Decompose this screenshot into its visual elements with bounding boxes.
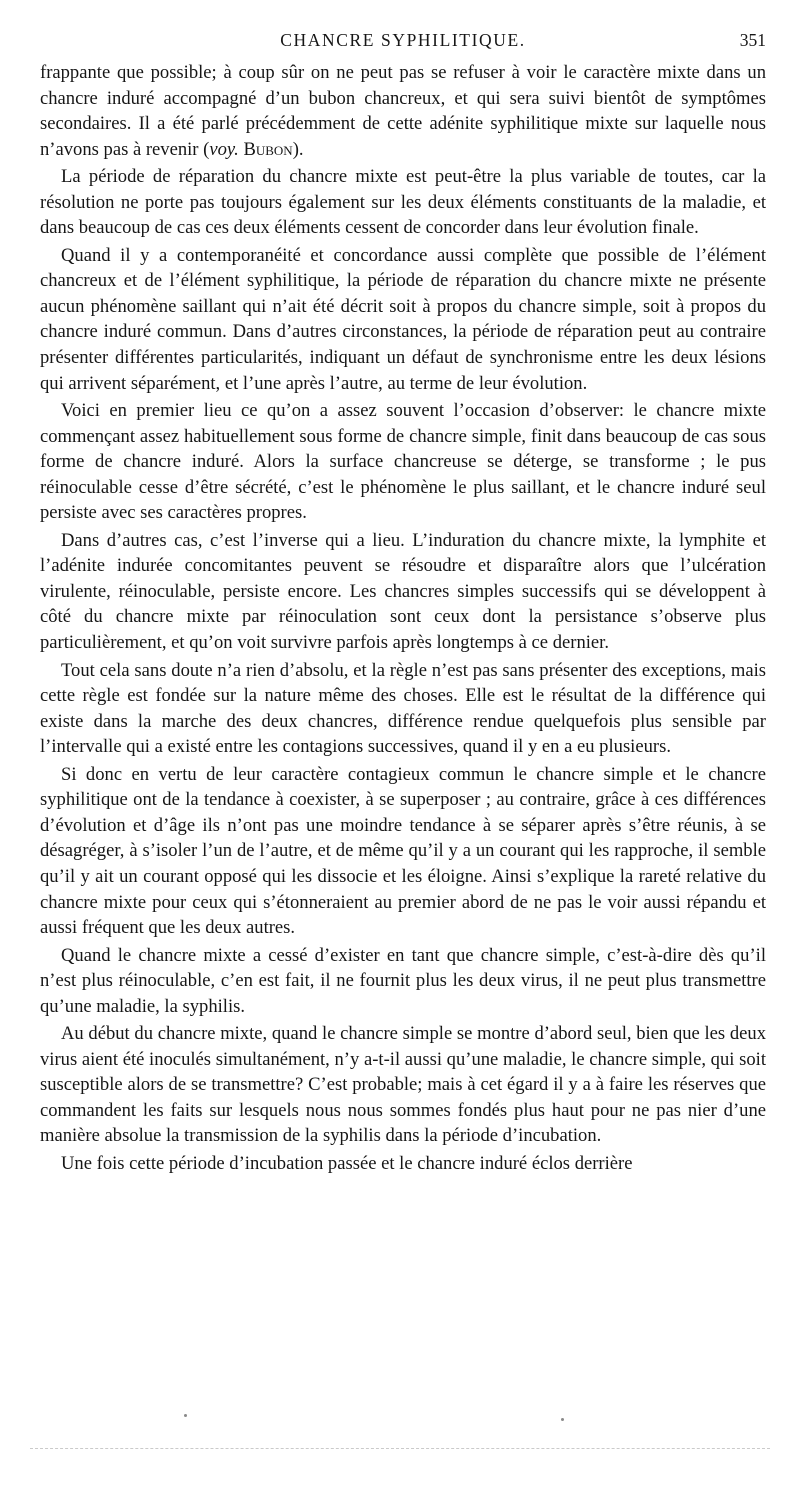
scan-speck: [184, 1414, 187, 1417]
paragraph-4: Voici en premier lieu ce qu’on a assez souvent l’occasion d’observer: le chancre mixte commençant assez habituellement sous forme de chancre simple, finit dans beaucoup de cas sous forme de chancre induré. Alors la surface chancreuse se déterge, se transforme ; le pus réinoculable cesse d’être sécrété, c’est le phénomène le plus saillant, et le chancre induré seul persiste avec ses caractères propres.: [40, 400, 766, 524]
running-title: CHANCRE SYPHILITIQUE.: [280, 30, 526, 50]
paragraph-2: La période de réparation du chancre mixte est peut-être la plus variable de toutes, car la résolution ne porte pas toujours également sur les deux éléments constituants de la maladie, et dans beaucoup de cas ces deux éléments cessent de concorder dans leur évolution finale.: [40, 166, 766, 239]
scan-speck: [561, 1418, 564, 1421]
paragraph-1-text: frappante que possible; à coup sûr on ne peut pas se refuser à voir le caractère mixte dans un chancre induré accompagné d’un bubon chancreux, et qui sera suivi bientôt de symptômes secondaires. Il a été parlé précédemment de cette adénite syphilitique mixte sur laquelle nous n’avons pas à revenir (: [40, 62, 766, 160]
paragraph-1: [40, 60, 766, 162]
scan-artifact-line: [30, 1448, 770, 1453]
running-head: [40, 30, 766, 56]
paragraph-6: Tout cela sans doute n’a rien d’absolu, et la règle n’est pas sans présenter des exceptions, mais cette règle est fondée sur la nature même des choses. Elle est le résultat de la différence qui existe dans la marche des deux chancres, différence rendue quelquefois plus sensible par l’intervalle qui a existé entre les contagions successives, quand il y en a eu plusieurs.: [40, 659, 766, 758]
paragraph-10: Une fois cette période d’incubation passée et le chancre induré éclos derrière: [61, 1152, 633, 1174]
voy-abbreviation: voy.: [209, 138, 239, 160]
cross-reference-bubon: Bubon: [243, 138, 293, 160]
paragraph-1-tail: ).: [292, 138, 304, 160]
page-number: 351: [739, 30, 766, 50]
paragraph-8: Quand le chancre mixte a cessé d’exister en tant que chancre simple, c’est-à-dire dès qu’il n’est plus réinoculable, c’en est fait, il ne fournit plus les deux virus, il ne peut plus transmettre qu’une maladie, la syphilis.: [40, 944, 766, 1017]
paragraph-7: Si donc en vertu de leur caractère contagieux commun le chancre simple et le chancre syphilitique ont de la tendance à coexister, à se superposer ; au contraire, grâce à ces différences d’évolution et d’âge ils n’ont pas une moindre tendance à se séparer après s’être réunis, à se désagréger, à s’isoler l’un de l’autre, et de même qu’il y a un courant qui les rapproche, il semble qu’il y ait un courant opposé qui les dissocie et les éloigne. Ainsi s’explique la rareté relative du chancre mixte pour ceux qui s’étonneraient au premier abord de ne pas le voir aussi répandu et aussi fréquent que les deux autres.: [40, 763, 766, 939]
paragraph-9: Au début du chancre mixte, quand le chancre simple se montre d’abord seul, bien que les deux virus aient été inoculés simultanément, n’y a-t-il aussi qu’une maladie, le chancre simple, qui soit susceptible alors de se transmettre? C’est probable; mais à cet égard il y a à faire les réserves que commandent les faits sur lesquels nous nous sommes fondés plus haut pour ne pas nier d’une manière absolue la transmission de la syphilis dans la période d’incubation.: [40, 1023, 766, 1147]
paragraph-3: Quand il y a contemporanéité et concordance aussi complète que possible de l’élément chancreux et de l’élément syphilitique, la période de réparation du chancre mixte ne présente aucun phénomène saillant qui n’ait été décrit soit à propos du chancre simple, soit à propos du chancre induré commun. Dans d’autres circonstances, la période de réparation peut au contraire présenter différentes particularités, indiquant un défaut de synchronisme entre les deux lésions qui arrivent séparément, et l’une après l’autre, au terme de leur évolution.: [40, 244, 766, 394]
paragraph-5: Dans d’autres cas, c’est l’inverse qui a lieu. L’induration du chancre mixte, la lymphite et l’adénite indurée concomitantes peuvent se résoudre et disparaître alors que l’ulcération virulente, réinoculable, persiste encore. Les chancres simples successifs qui se développent à côté du chancre mixte par réinoculation sont ceux dont la persistance s’observe plus particulièrement, et qu’on voit survivre parfois après longtemps à ce dernier.: [40, 529, 766, 654]
body-text: [40, 60, 766, 1177]
